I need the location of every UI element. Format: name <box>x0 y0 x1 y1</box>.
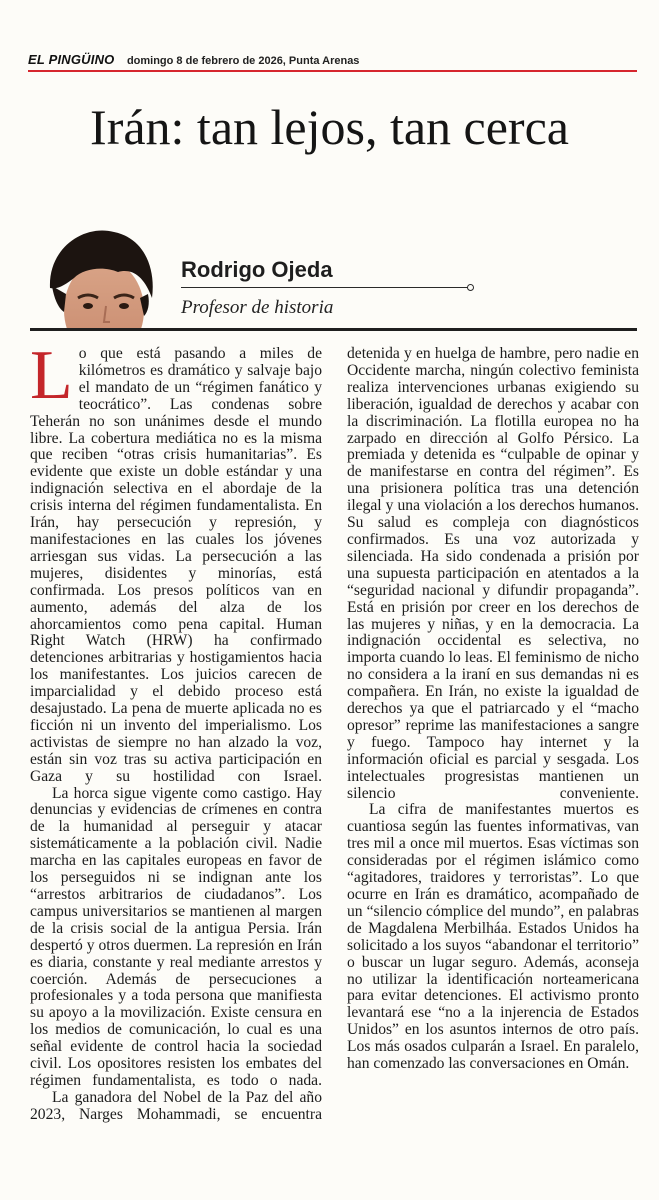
headline: Irán: tan lejos, tan cerca <box>90 99 569 155</box>
newspaper-brand: EL PINGÜINO <box>28 52 115 67</box>
dateline: domingo 8 de febrero de 2026, Punta Arenas <box>126 55 360 67</box>
author-name: Rodrigo Ojeda <box>181 257 333 282</box>
article-paragraph: Lo que está pasando a miles de kilómetros es dramático y salvaje bajo el mandato de un “régimen fanático y teocrático”. Las condenas sobre Teherán no son unánimes desde el mundo libre. La cobertura mediática no es la misma que reciben “otras crisis humanitarias”. Es evidente que existe un doble estándar y una indignación selectiva en el abordaje de la crisis interna del régimen fundamentalista. En Irán, hay persecución y represión, y manifestaciones en las cuales los jóvenes arriesgan sus vidas. La persecución a las mujeres, disidentes y minorías, está confirmada. Los presos políticos van en aumento, además del alza de los ahorcamientos como pena capital. Human Right Watch (HRW) ha confirmado detenciones arbitrarias y hostigamientos hacia los manifestantes. Los juicios carecen de imparcialidad y el debido proceso está desajustado. La pena de muerte aplicada no es ficción ni un invento del imperialismo. Los activistas de siempre no han alzado la voz, están sin voz tras su activa participación en Gaza y su hostilidad con Israel. <box>30 337 322 785</box>
article-paragraph: La ganadora del Nobel de la Paz del año 2023, Narges Mohammadi, se encuentra <box>30 1088 322 1123</box>
masthead <box>28 51 629 71</box>
article-paragraph: La cifra de manifestantes muertos es cuantiosa según las fuentes informativas, van tres mil a once mil muertos. Esas víctimas son consideradas por el régimen islámico como “agitadores, traidores y terroristas”. Lo que ocurre en Irán es dramático, acompañado de un “silencio cómplice del mundo”, en palabras de Magdalena Merbilháa. Estados Unidos ha solicitado a los suyos “abandonar el territorio” o buscar un lugar seguro. Además, aconseja no utilizar la identificación norteamericana para evitar detenciones. El activismo pronto levantará ese “no a la injerencia de Estados Unidos” en los asuntos internos de otro país. Los más osados culparán a Israel. En paralelo, han comenzado las conversaciones en Omán. <box>347 801 639 1073</box>
article-column-left <box>30 337 322 1124</box>
article-paragraph: La horca sigue vigente como castigo. Hay denuncias y evidencias de crímenes en contra de la humanidad al perseguir y atacar sistemáticamente a la población civil. Nadie marcha en las capitales europeas en favor de los perseguidos ni se indignan ante los “arrestos arbitrarios de ciudadanos”. Los campus universitarios se mantienen al margen de la crisis social de la antigua Persia. Irán despertó y otros duermen. La represión en Irán es diaria, constante y real mediante arrestos y coerción. Además de persecuciones a profesionales y a toda persona que manifiesta su apoyo a la movilización. Existe censura en los medios de comunicación, lo cual es una señal evidente de control hacia la sociedad civil. Los opositores resisten los embates del régimen fundamentalista, es todo o nada. <box>30 784 322 1089</box>
author-role: Profesor de historia <box>181 297 334 318</box>
author-photo <box>44 228 158 330</box>
article-column-right <box>347 346 639 1073</box>
drop-cap: L <box>30 337 73 414</box>
article-paragraph: detenida y en huelga de hambre, pero nadie en Occidente marcha, ningún colectivo feminista realiza intervenciones urbanas exigiendo su liberación, igualdad de derechos y acabar con la discriminación. La flotilla europea no ha zarpado en dirección al Golfo Pérsico. La premiada y detenida es “culpable de opinar y de manifestarse en contra del régimen”. Es una prisionera política tras una detención ilegal y una violación a los derechos humanos. Su salud es compleja con diagnósticos confirmados. Es una voz autorizada y silenciada. Ha sido condenada a prisión por una supuesta participación en atentados a la “seguridad nacional y difundir propaganda”. Está en prisión por creer en los derechos de las mujeres y niñas, y en la democracia. La indignación occidental es selectiva, no importa cuando lo leas. El feminismo de nicho no considera a la iraní en sus demandas ni es compañera. En Irán, no existe la igualdad de derechos ya que el patriarcado y el “macho opresor” reprime las manifestaciones a sangre y fuego. Tampoco hay internet y la información oficial es parcial y sesgada. Los intelectuales progresistas mantienen un silencio conveniente. <box>347 345 639 802</box>
masthead-rule <box>28 70 637 72</box>
author-rule-dot <box>467 284 474 291</box>
author-rule <box>181 287 469 288</box>
section-rule <box>30 328 637 331</box>
